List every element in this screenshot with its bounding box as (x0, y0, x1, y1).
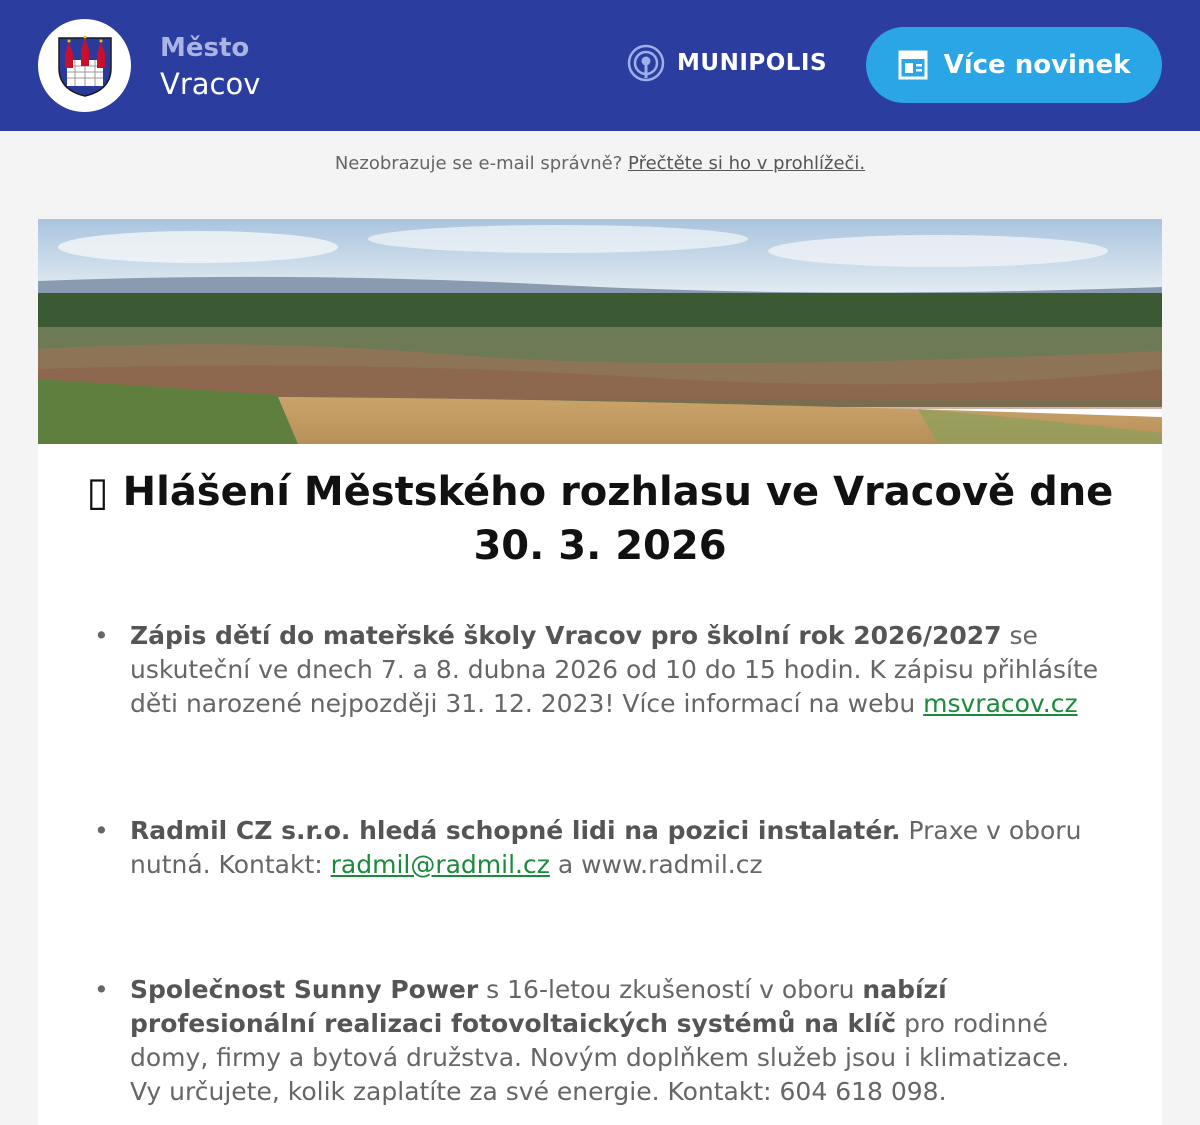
email-header (0, 0, 1200, 131)
view-in-browser-notice (0, 131, 1200, 219)
item-tail: pro rodinné domy, firmy a bytová družstva. Novým doplňkem služeb jsou i klimatizace. Vy určujete, kolik zaplatíte za své energie. Kontakt: 604 618 098. (130, 1009, 1070, 1106)
title-text: Hlášení Městského rozhlasu ve Vracově dne 30. 3. 2026 (122, 469, 1114, 569)
title-placeholder-icon: ▯ (86, 469, 109, 515)
item-text: Praxe v oboru nutná. Kontakt: (130, 816, 1082, 879)
item-tail: a www.radmil.cz (549, 850, 763, 879)
item-headline: Zápis dětí do mateřské školy Vracov pro školní rok 2026/2027 (130, 621, 1002, 650)
more-news-label: Více novinek (943, 50, 1131, 80)
contact-email-link[interactable]: radmil@radmil.cz (330, 850, 550, 879)
town-panorama-image (38, 219, 1162, 444)
munipolis-logo[interactable] (627, 44, 827, 82)
item-headline: Společnost Sunny Power (130, 975, 479, 1004)
article-title (38, 444, 1162, 573)
brand-bottom-label: Vracov (160, 67, 261, 101)
list-item (94, 619, 1106, 721)
article-card (38, 219, 1162, 1125)
view-in-browser-link[interactable]: Přečtěte si ho v prohlížeči. (628, 153, 866, 174)
news-list (38, 619, 1162, 1109)
munipolis-label: MUNIPOLIS (677, 50, 828, 76)
item-text: se uskuteční ve dnech 7. a 8. dubna 2026 od 10 do 15 hodin. K zápisu přihlásíte děti narozené nejpozději 31. 12. 2023! Více informací na webu (130, 621, 1099, 718)
item-text: s 16-letou zkušeností v oboru (478, 975, 863, 1004)
coat-of-arms-icon (55, 34, 115, 98)
notice-text: Nezobrazuje se e-mail správně? (334, 153, 623, 174)
town-coat-of-arms-logo[interactable] (38, 19, 131, 112)
school-web-link[interactable]: msvracov.cz (923, 689, 1078, 718)
list-item (94, 973, 1106, 1109)
broadcast-icon (627, 44, 665, 82)
panorama-picture (38, 219, 1162, 444)
more-news-button[interactable] (866, 27, 1162, 103)
list-item (94, 814, 1106, 882)
item-headline: Radmil CZ s.r.o. hledá schopné lidi na pozici instalatér. (130, 816, 901, 845)
newspaper-icon (898, 50, 928, 80)
town-name[interactable] (160, 30, 260, 102)
item-highlight: nabízí profesionální realizaci fotovoltaických systémů na klíč (130, 975, 947, 1038)
brand-top-label: Město (160, 33, 250, 63)
